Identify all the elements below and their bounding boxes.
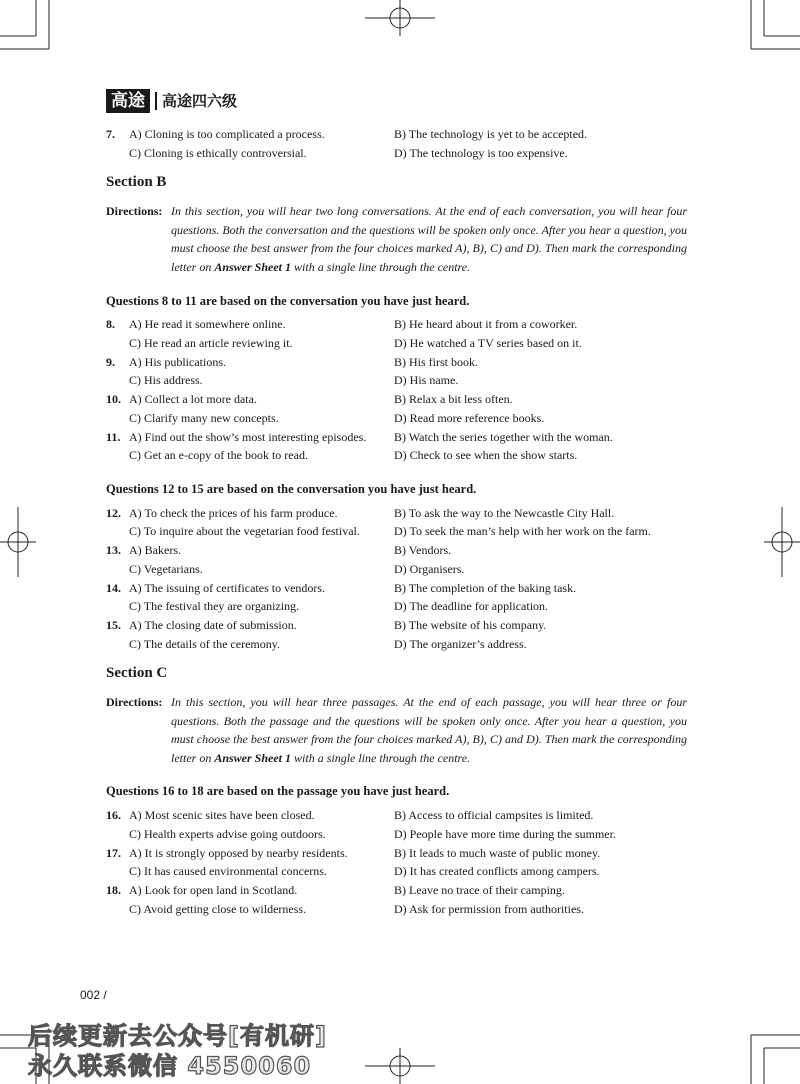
section-c-title: Section C [106,665,168,681]
option-c: C) Health experts advise going outdoors. [129,827,326,841]
question-12-row2 [0,522,800,541]
question-12 [0,504,800,523]
option-d: D) To seek the man’s help with her work on the farm. [394,524,651,538]
option-c: C) Clarify many new concepts. [129,411,279,425]
option-a: A) To check the prices of his farm produce. [129,506,338,520]
question-9 [0,353,800,372]
option-d: D) The technology is too expensive. [394,146,568,160]
group-heading-8-11: Questions 8 to 11 are based on the conversation you have just heard. [106,294,470,308]
directions-text-end: with a single line through the centre. [291,259,471,274]
section-b-directions-label: Directions: [106,204,163,218]
option-b: B) The completion of the baking task. [394,581,577,595]
question-number: 14. [106,581,121,595]
option-a: A) Bakers. [129,543,181,557]
option-a: A) Most scenic sites have been closed. [129,808,315,822]
question-number: 13. [106,543,121,557]
question-7 [0,125,800,144]
option-c: C) Avoid getting close to wilderness. [129,902,307,916]
question-number: 18. [106,883,121,897]
option-c: C) Cloning is ethically controversial. [129,146,307,160]
question-17-row2 [0,862,800,881]
question-number: 8. [106,317,115,331]
question-14-row2 [0,597,800,616]
option-d: D) The organizer’s address. [394,637,527,651]
question-10-row2 [0,409,800,428]
option-b: B) The technology is yet to be accepted. [394,127,588,141]
question-13-row2 [0,560,800,579]
question-number: 12. [106,506,121,520]
question-16-row2 [0,825,800,844]
answer-sheet-label: Answer Sheet 1 [214,259,292,274]
group-heading-16-18: Questions 16 to 18 are based on the passage you have just heard. [106,784,450,798]
brand-name: 高途四六级 [162,92,238,110]
option-a: A) It is strongly opposed by nearby residents. [129,846,348,860]
question-8 [0,315,800,334]
option-d: D) It has created conflicts among campers. [394,864,600,878]
question-number: 15. [106,618,121,632]
option-b: B) Watch the series together with the woman. [394,430,613,444]
option-b: B) Access to official campsites is limited. [394,808,594,822]
option-c: C) The festival they are organizing. [129,599,300,613]
watermark-line-1: 后续更新去公众号[有机研] [28,1022,327,1050]
option-c: C) It has caused environmental concerns. [129,864,327,878]
section-b-directions [171,202,687,276]
option-b: B) It leads to much waste of public money. [394,846,601,860]
option-a: A) Look for open land in Scotland. [129,883,298,897]
option-a: A) Cloning is too complicated a process. [129,127,325,141]
option-d: D) The deadline for application. [394,599,549,613]
option-a: A) Find out the show’s most interesting episodes. [129,430,367,444]
option-b: B) Vendors. [394,543,452,557]
question-13 [0,541,800,560]
option-b: B) To ask the way to the Newcastle City Hall. [394,506,615,520]
question-number: 10. [106,392,121,406]
directions-text: In this section, you will hear two long conversations. At the end of each conversation, you will hear four questions. Both the conversation and the questions will be spoken only once. After you hear a question, you must choose the best answer from the four choices marked A), B), C) and D). Then mark the corresponding letter on [171,204,687,274]
option-a: A) The closing date of submission. [129,618,297,632]
question-9-row2 [0,371,800,390]
directions-text-end: with a single line through the centre. [291,750,471,765]
answer-sheet-label: Answer Sheet 1 [214,750,292,765]
question-10 [0,390,800,409]
section-b-title: Section B [106,174,167,190]
question-15-row2 [0,635,800,654]
option-b: B) Leave no trace of their camping. [394,883,565,897]
option-d: D) He watched a TV series based on it. [394,336,582,350]
question-16 [0,806,800,825]
question-14 [0,579,800,598]
option-d: D) Organisers. [394,562,465,576]
question-17 [0,844,800,863]
question-number: 16. [106,808,121,822]
option-d: D) Check to see when the show starts. [394,448,578,462]
page-number: 002 / [80,988,107,1002]
option-b: B) He heard about it from a coworker. [394,317,578,331]
group-heading-12-15: Questions 12 to 15 are based on the conversation you have just heard. [106,482,477,496]
question-8-row2 [0,334,800,353]
option-c: C) The details of the ceremony. [129,637,280,651]
logo-divider [155,92,157,110]
option-b: B) His first book. [394,355,478,369]
question-11 [0,428,800,447]
question-number: 11. [106,430,121,444]
option-c: C) Get an e-copy of the book to read. [129,448,308,462]
option-a: A) His publications. [129,355,226,369]
option-d: D) People have more time during the summer. [394,827,616,841]
option-b: B) Relax a bit less often. [394,392,513,406]
question-11-row2 [0,446,800,465]
section-c-directions-label: Directions: [106,695,163,709]
question-number: 17. [106,846,121,860]
question-15 [0,616,800,635]
question-7-row2 [0,144,800,163]
option-c: C) He read an article reviewing it. [129,336,293,350]
question-18 [0,881,800,900]
watermark-line-2: 永久联系微信 4550060 [28,1052,312,1080]
question-number: 9. [106,355,115,369]
question-18-row2 [0,900,800,919]
option-d: D) His name. [394,373,459,387]
option-d: D) Ask for permission from authorities. [394,902,584,916]
option-c: C) His address. [129,373,203,387]
option-a: A) He read it somewhere online. [129,317,286,331]
option-b: B) The website of his company. [394,618,547,632]
section-c-directions [171,693,687,767]
option-c: C) To inquire about the vegetarian food festival. [129,524,360,538]
option-d: D) Read more reference books. [394,411,545,425]
option-a: A) The issuing of certificates to vendors. [129,581,326,595]
brand-logo: 高途 [106,89,150,113]
option-a: A) Collect a lot more data. [129,392,257,406]
option-c: C) Vegetarians. [129,562,203,576]
directions-text: In this section, you will hear three passages. At the end of each passage, you will hear three or four questions. Both the passage and the questions will be spoken only once. After you hear a question, you must choose the best answer from the four choices marked A), B), C) and D). Then mark the corresponding letter on [171,695,687,765]
question-number: 7. [106,127,115,141]
